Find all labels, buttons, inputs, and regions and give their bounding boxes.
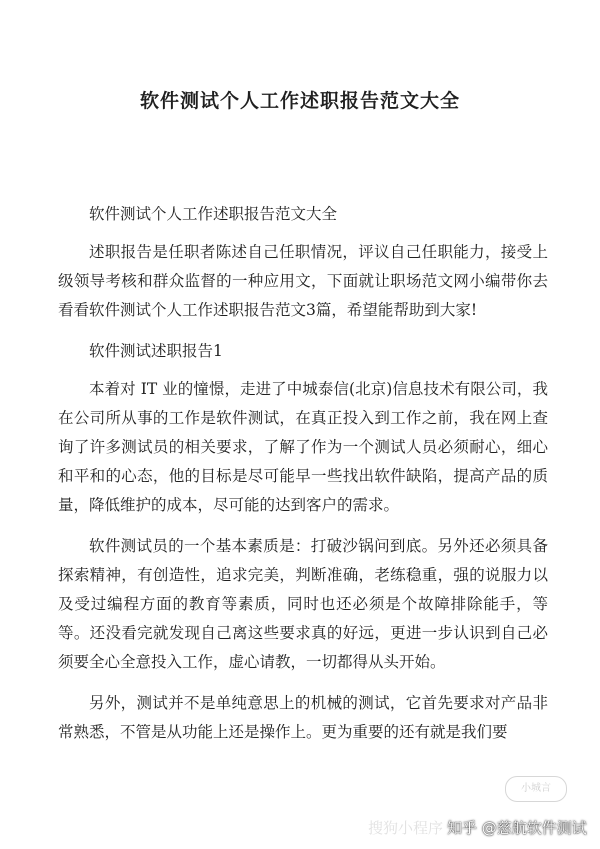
document-body	[58, 200, 548, 759]
intro-heading: 软件测试个人工作述职报告范文大全	[89, 205, 338, 223]
document-title: 软件测试个人工作述职报告范文大全	[139, 90, 460, 112]
paragraph: 软件测试员的一个基本素质是：打破沙锅问到底。另外还必须具备探索精神，有创造性，追求完美，判断准确，老练稳重，强的说服力以及受过编程方面的教育等素质，同时也还必须是个故障排除能手，等等。还没看完就发现自己离这些要求真的好远，更进一步认识到自己必须要全心全意投入工作，虚心请教，一切都得从头开始。	[58, 537, 548, 671]
paragraph: 本着对 IT 业的憧憬，走进了中城泰信(北京)信息技术有限公司，我在公司所从事的工作是软件测试，在真正投入到工作之前，我在网上查询了许多测试员的相关要求，了解了作为一个测试人员必须耐心，细心和平和的心态，他的目标是尽可能早一些找出软件缺陷，提高产品的质量，降低维护的成本，尽可能的达到客户的需求。	[58, 380, 548, 514]
paragraph: 另外，测试并不是单纯意思上的机械的测试，它首先要求对产品非常熟悉，不管是从功能上还是操作上。更为重要的还有就是我们要	[58, 694, 548, 741]
faint-watermark-text: 搜狗小程序	[368, 818, 444, 837]
source-watermark	[368, 816, 587, 838]
paragraph: 述职报告是任职者陈述自己任职情况，评议自己任职能力，接受上级领导考核和群众监督的一种应用文，下面就让职场范文网小编带你去看看软件测试个人工作述职报告范文3篇，希望能帮助到大家!	[58, 243, 548, 319]
faint-stamp-watermark: 小城言	[505, 776, 567, 802]
zhihu-watermark-text: 知乎 @慈航软件测试	[447, 818, 587, 837]
section-heading: 软件测试述职报告1	[89, 342, 223, 360]
